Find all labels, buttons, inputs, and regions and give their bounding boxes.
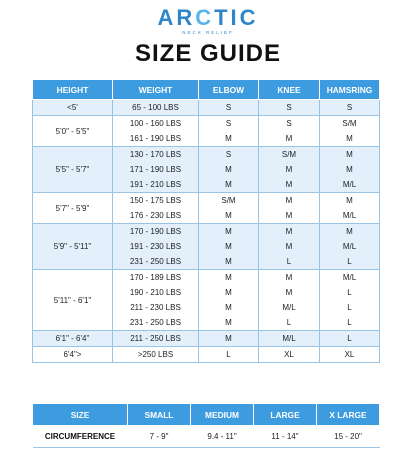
size-group-row [33,116,380,147]
weight-value: >250 LBS [137,350,174,359]
knee-value: S/M [281,150,297,159]
elbow-value: M [225,227,232,236]
elbow-value: M [225,288,232,297]
hamstring-cell [320,147,380,193]
height-cell: <5' [33,100,113,116]
elbow-cell [199,116,259,147]
knee-value: M [285,242,293,251]
height-cell: 5'7" - 5'9" [33,193,113,224]
header-hamstring: HAMSRING [320,80,380,100]
weight-value: 170 - 189 LBS [129,273,182,282]
weight-value: 150 - 175 LBS [129,196,182,205]
knee-value: M/L [282,334,296,343]
knee-value: M [285,273,293,282]
weight-cell [113,116,199,147]
hamstring-cell [320,331,380,347]
size-table-header-row [33,80,380,100]
elbow-value: S [225,150,232,159]
weight-value: 161 - 190 LBS [129,134,182,143]
circ-header-size: SIZE [33,404,128,426]
weight-value: 191 - 230 LBS [129,242,182,251]
hamstring-cell [320,116,380,147]
weight-cell [113,331,199,347]
size-group-row [33,193,380,224]
elbow-value: M [225,211,232,220]
knee-value: XL [284,350,294,359]
size-group-row [33,100,380,116]
hamstring-value: M/L [342,180,357,189]
weight-value: 130 - 170 LBS [129,150,182,159]
hamstring-cell [320,100,380,116]
brand-tagline: NECK RELIEF [182,30,234,35]
circumference-table [32,403,380,448]
elbow-cell [199,347,259,363]
knee-value: M [285,211,293,220]
weight-cell [113,193,199,224]
hamstring-value: M [346,196,353,205]
elbow-cell [199,100,259,116]
circumference-row [33,426,380,448]
elbow-value: L [226,350,231,359]
hamstring-value: M [346,134,353,143]
weight-cell [113,347,199,363]
knee-value: M [285,196,293,205]
hamstring-value: L [347,288,352,297]
hamstring-value: M [346,165,353,174]
weight-value: 191 - 210 LBS [129,180,182,189]
hamstring-value: XL [344,350,355,359]
weight-cell [113,270,199,331]
knee-cell [259,193,320,224]
circumference-large: 11 - 14" [254,426,317,448]
hamstring-value: M/L [342,242,357,251]
weight-value: 231 - 250 LBS [129,257,182,266]
circumference-medium: 9.4 - 11" [191,426,254,448]
knee-cell [259,331,320,347]
hamstring-value: L [347,334,352,343]
hamstring-cell [320,193,380,224]
weight-cell [113,147,199,193]
weight-value: 65 - 100 LBS [132,103,179,112]
height-cell: 5'0" - 5'5" [33,116,113,147]
knee-value: S [286,103,292,112]
hamstring-cell [320,347,380,363]
height-cell: 5'11" - 6'1" [33,270,113,331]
knee-value: M [285,134,293,143]
size-table [32,79,380,363]
hamstring-value: L [347,257,352,266]
elbow-value: M [225,180,232,189]
elbow-cell [199,147,259,193]
circ-header-small: SMALL [128,404,191,426]
size-group-row [33,347,380,363]
circumference-small: 7 - 9" [128,426,191,448]
header-elbow: ELBOW [199,80,259,100]
elbow-value: M [225,242,232,251]
weight-value: 170 - 190 LBS [129,227,182,236]
knee-value: M [285,288,293,297]
hamstring-value: M [346,150,353,159]
elbow-value: S/M [221,196,236,205]
elbow-cell [199,270,259,331]
weight-value: 190 - 210 LBS [129,288,182,297]
knee-value: L [286,257,292,266]
knee-value: M [285,165,293,174]
knee-cell [259,270,320,331]
circ-header-xlarge: X LARGE [317,404,380,426]
elbow-cell [199,193,259,224]
knee-value: S [286,119,292,128]
knee-cell [259,347,320,363]
size-group-row [33,270,380,331]
hamstring-value: S/M [342,119,357,128]
hamstring-value: L [347,303,352,312]
size-group-row [33,331,380,347]
hamstring-value: M/L [342,273,357,282]
brand-logo [0,6,416,36]
elbow-value: M [225,257,232,266]
height-cell: 5'5" - 5'7" [33,147,113,193]
weight-value: 211 - 250 LBS [130,334,181,343]
circ-header-medium: MEDIUM [191,404,254,426]
hamstring-value: S [346,103,353,112]
height-cell: 6'1" - 6'4" [33,331,113,347]
circumference-xlarge: 15 - 20" [317,426,380,448]
size-group-row [33,224,380,270]
hamstring-value: M/L [342,211,357,220]
brand-name: ARCTIC [157,5,259,30]
weight-value: 176 - 230 LBS [129,211,182,220]
knee-cell [259,147,320,193]
hamstring-value: M [346,227,353,236]
hamstring-cell [320,270,380,331]
header-knee: KNEE [259,80,320,100]
elbow-value: S [225,103,232,112]
circumference-label: CIRCUMFERENCE [33,426,128,448]
weight-value: 211 - 230 LBS [130,303,181,312]
header-weight: WEIGHT [113,80,199,100]
knee-cell [259,100,320,116]
knee-cell [259,224,320,270]
weight-cell [113,224,199,270]
elbow-value: M [225,318,232,327]
height-cell: 6'4"> [33,347,113,363]
circumference-header-row [33,404,380,426]
weight-value: 100 - 160 LBS [129,119,182,128]
hamstring-value: L [347,318,352,327]
header-height: HEIGHT [33,80,113,100]
size-group-row [33,147,380,193]
elbow-value: M [225,165,232,174]
page-title: SIZE GUIDE [134,40,282,67]
elbow-value: S [225,119,232,128]
elbow-cell [199,331,259,347]
height-cell: 5'9" - 5'11" [33,224,113,270]
weight-cell [113,100,199,116]
weight-value: 171 - 190 LBS [129,165,182,174]
knee-value: M [285,180,293,189]
hamstring-cell [320,224,380,270]
elbow-value: M [225,273,232,282]
elbow-value: M [225,134,232,143]
elbow-value: M [225,334,232,343]
elbow-value: M [225,303,232,312]
knee-value: M [285,227,293,236]
circ-header-large: LARGE [254,404,317,426]
knee-value: L [286,318,292,327]
weight-value: 231 - 250 LBS [129,318,182,327]
knee-cell [259,116,320,147]
knee-value: M/L [282,303,296,312]
elbow-cell [199,224,259,270]
